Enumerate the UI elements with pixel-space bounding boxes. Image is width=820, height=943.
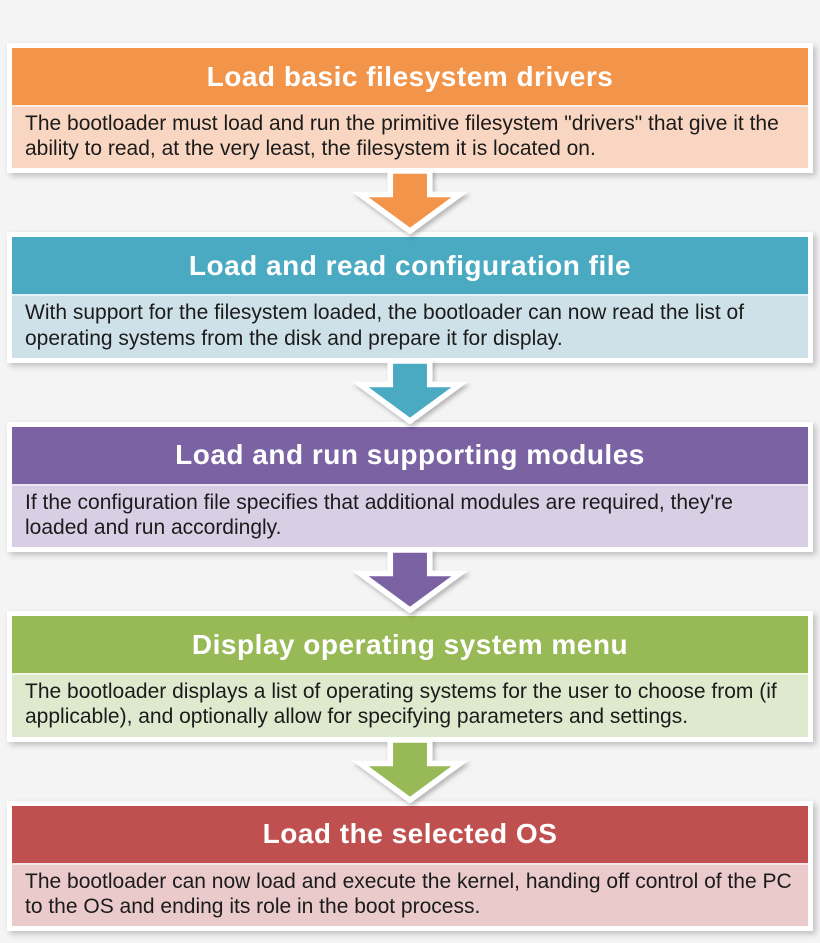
step-title: Load basic filesystem drivers — [206, 60, 614, 92]
step-description: With support for the filesystem loaded, the bootloader can now read the list of operating systems from the disk and prepare it for display. — [25, 301, 745, 350]
step-title: Load the selected OS — [262, 818, 558, 849]
down-arrow-icon — [351, 360, 469, 424]
step-description: The bootloader must load and run the primitive filesystem "drivers" that give it the ability to read, at the very least, the filesystem it is located on. — [25, 112, 779, 161]
step-header — [12, 48, 808, 107]
step-card-configuration-file — [7, 232, 813, 362]
down-arrow-icon — [351, 170, 469, 234]
step-title: Load and read configuration file — [188, 249, 632, 281]
step-description: The bootloader can now load and execute the kernel, handing off control of the PC to the OS and ending its role in the boot process. — [25, 869, 792, 918]
step-header — [12, 427, 808, 486]
down-arrow-icon — [351, 739, 469, 803]
step-header — [12, 616, 808, 675]
step-title: Display operating system menu — [191, 628, 629, 660]
boot-process-flowchart — [7, 43, 813, 931]
step-header — [12, 237, 808, 296]
step-card-supporting-modules — [7, 422, 813, 552]
step-card-load-selected-os — [7, 801, 813, 931]
step-card-os-menu — [7, 611, 813, 741]
step-description: If the configuration file specifies that additional modules are required, they're loaded and run accordingly. — [25, 490, 733, 539]
down-arrow-icon — [351, 549, 469, 613]
step-header — [12, 806, 808, 865]
step-card-filesystem-drivers — [7, 43, 813, 173]
step-title: Load and run supporting modules — [175, 439, 645, 471]
step-description: The bootloader displays a list of operating systems for the user to choose from (if applicable), and optionally allow for specifying parameters and settings. — [25, 680, 777, 729]
